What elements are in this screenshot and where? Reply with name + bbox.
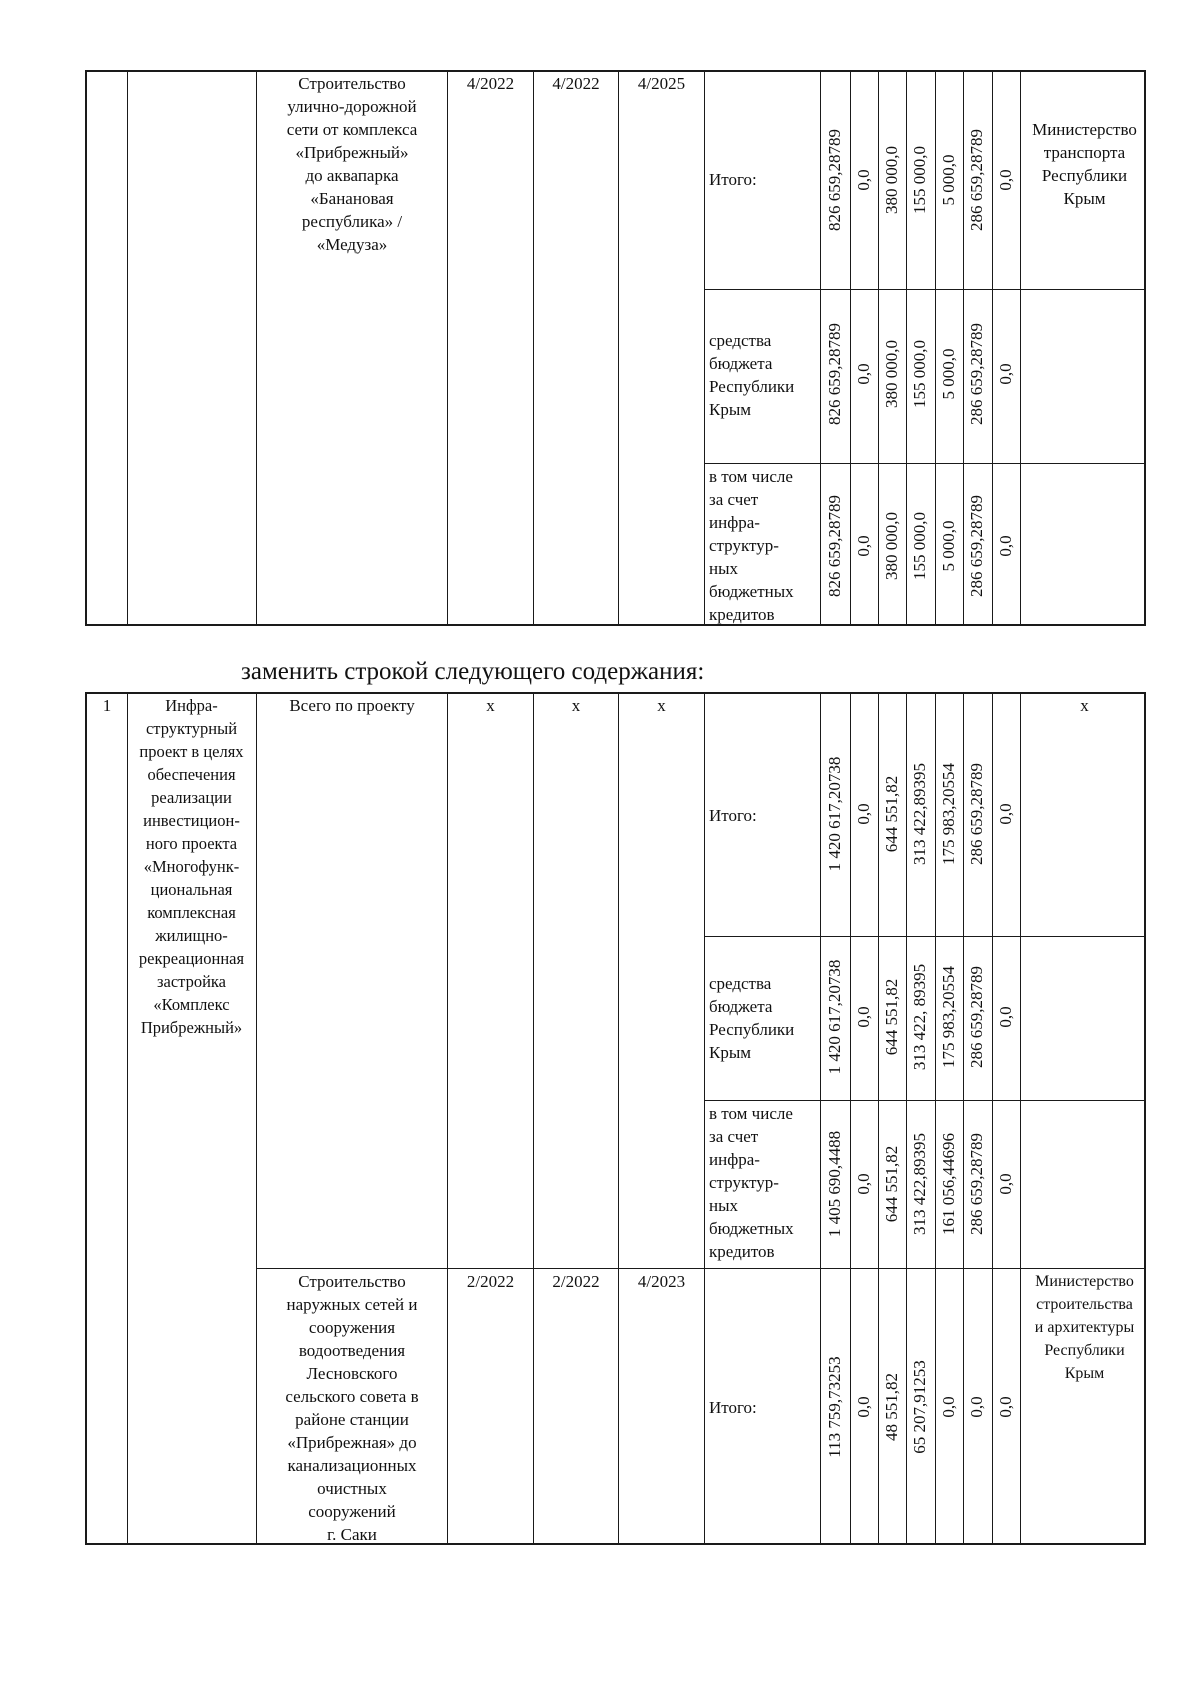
- value-cell: 5 000,0: [939, 520, 958, 572]
- section-heading: заменить строкой следующего содержания:: [241, 658, 705, 685]
- value-cell: 644 551,82: [882, 775, 901, 853]
- row-label-budget: средства бюджета Республики Крым: [709, 331, 795, 419]
- value-cell: 0,0: [854, 535, 873, 557]
- end-date: 4/2025: [637, 74, 686, 93]
- table-2: [85, 692, 1146, 1545]
- value-cell: 313 422, 89395: [910, 963, 929, 1071]
- value-cell: 644 551,82: [882, 978, 901, 1056]
- table-1: [85, 70, 1146, 626]
- value-cell: 0,0: [854, 1396, 873, 1418]
- contract-date: 2/2022: [552, 1272, 600, 1291]
- value-cell: 286 659,28789: [967, 966, 986, 1068]
- value-cell: 5 000,0: [939, 154, 958, 206]
- value-cell: 826 659,28789: [825, 323, 844, 425]
- value-cell: 155 000,0: [910, 340, 929, 408]
- row-label-credits: в том числе за счет инфра- структур- ных бюджетных кредитов: [709, 467, 794, 624]
- value-cell: 380 000,0: [882, 146, 901, 214]
- value-cell: 0,0: [996, 1173, 1015, 1195]
- row-number: 1: [102, 696, 112, 715]
- value-cell: 175 983,20554: [939, 966, 958, 1068]
- value-cell: 286 659,28789: [967, 495, 986, 597]
- responsible-org: Министерство транспорта Республики Крым: [1032, 120, 1137, 208]
- start-date: 2/2022: [466, 1272, 515, 1291]
- row-label-total: Итого:: [709, 170, 757, 189]
- value-cell: 0,0: [854, 1173, 873, 1195]
- value-cell: 0,0: [996, 535, 1015, 557]
- value-cell: 5 000,0: [939, 348, 958, 400]
- value-cell: 0,0: [854, 169, 873, 191]
- total-label: Всего по проекту: [289, 696, 415, 715]
- value-cell: 0,0: [996, 363, 1015, 385]
- value-cell: 313 422,89395: [910, 1133, 929, 1235]
- row-label-total: Итого:: [709, 1398, 757, 1417]
- value-cell: 380 000,0: [882, 512, 901, 580]
- value-cell: 1 405 690,4488: [825, 1130, 844, 1238]
- value-cell: 161 056,44696: [939, 1133, 958, 1235]
- value-cell: 48 551,82: [882, 1373, 901, 1441]
- x-mark: х: [1080, 696, 1089, 715]
- value-cell: 313 422,89395: [910, 763, 929, 865]
- value-cell: 155 000,0: [910, 512, 929, 580]
- x-mark: х: [571, 696, 581, 715]
- end-date: 4/2023: [637, 1272, 686, 1291]
- value-cell: 286 659,28789: [967, 1133, 986, 1235]
- value-cell: 644 551,82: [882, 1145, 901, 1223]
- value-cell: 65 207,91253: [910, 1360, 929, 1454]
- value-cell: 0,0: [996, 169, 1015, 191]
- responsible-org: Министерство строительства и архитектуры Республики Крым: [1034, 1273, 1135, 1382]
- value-cell: 286 659,28789: [967, 323, 986, 425]
- start-date: 4/2022: [466, 74, 515, 93]
- value-cell: 0,0: [996, 1396, 1015, 1418]
- project-name: Строительство улично-дорожной сети от комплекса «Прибрежный» до аквапарка «Банановая республика» / «Медуза»: [286, 74, 418, 254]
- value-cell: 0,0: [939, 1396, 958, 1418]
- value-cell: 286 659,28789: [967, 763, 986, 865]
- x-mark: х: [657, 696, 666, 715]
- value-cell: 113 759,73253: [825, 1356, 844, 1458]
- value-cell: 0,0: [854, 803, 873, 825]
- value-cell: 0,0: [854, 1006, 873, 1028]
- value-cell: 1 420 617,20738: [825, 959, 844, 1075]
- value-cell: 1 420 617,20738: [825, 756, 844, 872]
- row-label-credits: в том числе за счет инфра- структур- ных бюджетных кредитов: [709, 1104, 794, 1261]
- value-cell: 826 659,28789: [825, 495, 844, 597]
- subproject-name: Строительство наружных сетей и сооружения водоотведения Лесновского сельского совета в районе станции «Прибрежная» до канализационных очистных сооружений г. Саки: [285, 1272, 419, 1544]
- project-name: Инфра- структурный проект в целях обеспечения реализации инвестицион- ного проекта «Многофунк- циональная комплексная жилищно- рекреационная застройка «Комплекс Прибрежный»: [138, 696, 245, 1037]
- value-cell: 175 983,20554: [939, 763, 958, 865]
- value-cell: 0,0: [854, 363, 873, 385]
- contract-date: 4/2022: [552, 74, 600, 93]
- value-cell: 0,0: [967, 1396, 986, 1418]
- row-label-total: Итого:: [709, 806, 757, 825]
- value-cell: 0,0: [996, 803, 1015, 825]
- x-mark: х: [486, 696, 495, 715]
- value-cell: 0,0: [996, 1006, 1015, 1028]
- value-cell: 826 659,28789: [825, 129, 844, 231]
- row-label-budget: средства бюджета Республики Крым: [709, 974, 795, 1062]
- value-cell: 286 659,28789: [967, 129, 986, 231]
- value-cell: 155 000,0: [910, 146, 929, 214]
- value-cell: 380 000,0: [882, 340, 901, 408]
